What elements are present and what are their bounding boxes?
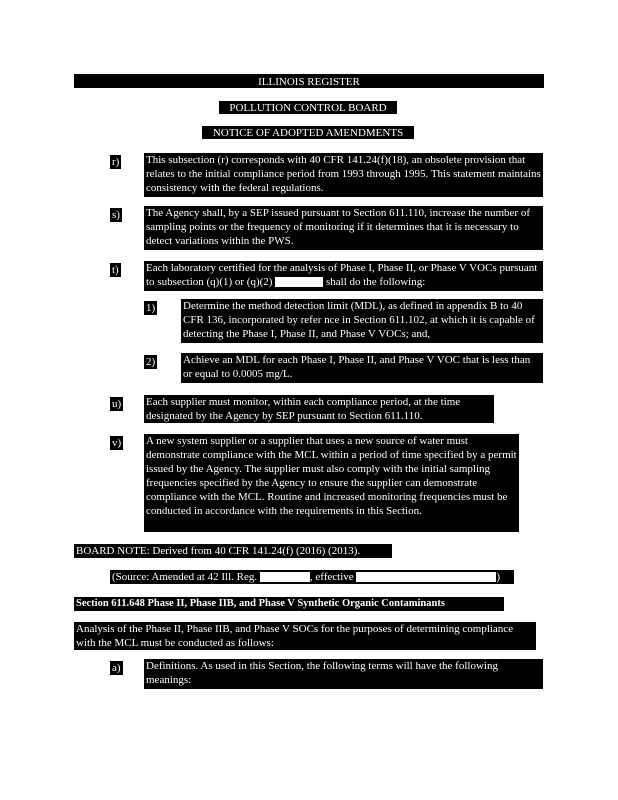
item-text-t-part1: Each laboratory certified for the analysis of Phase I, Phase II, or Phase V VOCs pursuant to subsection (q)(1) or (q)(2) — [146, 262, 538, 288]
item-text-v: A new system supplier or a supplier that uses a new source of water must demonstrate compliance with the MCL within a period of time specified by a permit issued by the Agency. The supplier must also comply with the initial sampling frequencies specified by the Agency to ensure the supplier can demonstrate compliance with the MCL. Routine and increased monitoring frequencies must be conducted in accordance with the requirements in this Section. — [144, 434, 519, 532]
redaction-date-2 — [356, 572, 496, 582]
item-label-u: u) — [112, 398, 122, 410]
redaction-date-1 — [260, 572, 310, 582]
redaction-block — [275, 277, 323, 287]
item-label-r: r) — [112, 156, 120, 168]
item-label-v: v) — [112, 437, 122, 449]
intro-text: Analysis of the Phase II, Phase IIB, and Phase V SOCs for the purposes of determining compliance with the MCL must be conducted as follows: — [74, 622, 536, 650]
item-text-t — [144, 261, 543, 291]
section-heading: Section 611.648 Phase II, Phase IIB, and Phase V Synthetic Organic Contaminants — [74, 597, 504, 611]
source-mid: , effective — [309, 571, 354, 583]
source-prefix: (Source: Amended at 42 Ill. Reg. — [112, 571, 258, 583]
item-label-t: t) — [112, 264, 119, 276]
sub-label-2: 2) — [146, 356, 156, 368]
board-title: POLLUTION CONTROL BOARD — [219, 101, 397, 114]
sub-label-1: 1) — [146, 302, 156, 314]
item-text-s: The Agency shall, by a SEP issued pursuant to Section 611.110, increase the number of sampling points or the frequency of monitoring if it determines that it is necessary to detect variations within the PWS. — [144, 206, 543, 250]
def-text-a: Definitions. As used in this Section, the following terms will have the following meanings: — [144, 659, 543, 689]
source-suffix: ) — [496, 571, 501, 583]
item-text-r: This subsection (r) corresponds with 40 CFR 141.24(f)(18), an obsolete provision that relates to the initial compliance period from 1993 through 1995. This statement maintains consistency with the federal regulations. — [144, 153, 543, 197]
sub-text-2: Achieve an MDL for each Phase I, Phase II, and Phase V VOC that is less than or equal to 0.0005 mg/L. — [181, 353, 543, 383]
def-label-a: a) — [112, 662, 121, 674]
item-label-s: s) — [112, 209, 120, 221]
sub-text-1: Determine the method detection limit (MDL), as defined in appendix B to 40 CFR 136, incorporated by refer nce in Section 611.102, at which it is capable of detecting the Phase I, Phase II, and Phase V VOCs; and, — [181, 299, 543, 343]
register-title: ILLINOIS REGISTER — [74, 76, 544, 88]
item-text-t-part2: shall do the following: — [325, 276, 426, 288]
notice-title: NOTICE OF ADOPTED AMENDMENTS — [202, 126, 414, 139]
board-note: BOARD NOTE: Derived from 40 CFR 141.24(f) (2016) (2013). — [74, 544, 392, 558]
item-text-u: Each supplier must monitor, within each compliance period, at the time designated by the Agency by SEP pursuant to Section 611.110. — [144, 395, 494, 423]
source-line — [110, 570, 514, 584]
